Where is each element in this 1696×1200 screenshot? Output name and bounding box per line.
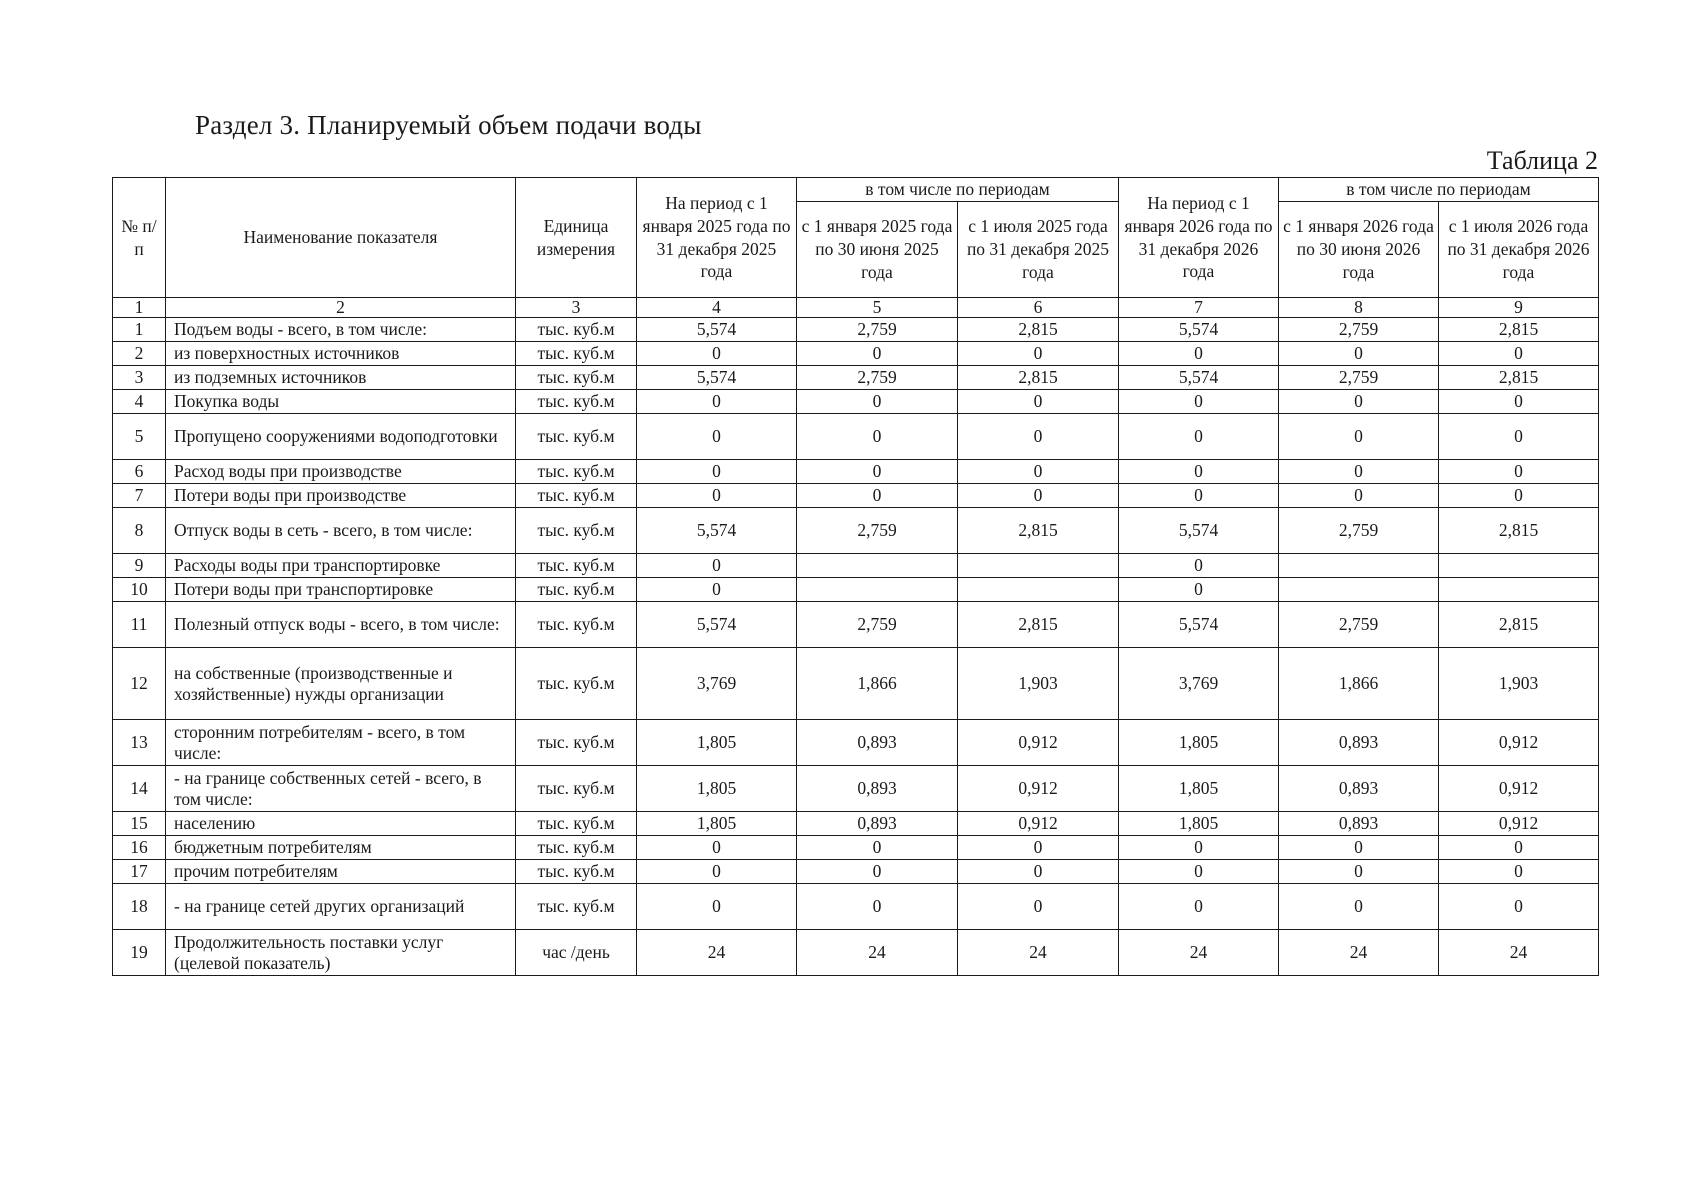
row-name: Отпуск воды в сеть - всего, в том числе: [166, 508, 516, 554]
row-number: 8 [113, 508, 166, 554]
row-value: 1,903 [958, 648, 1119, 720]
row-value: 0,912 [1439, 812, 1599, 836]
row-unit: тыс. куб.м [516, 812, 637, 836]
row-value: 5,574 [637, 318, 797, 342]
row-unit: тыс. куб.м [516, 720, 637, 766]
row-number: 14 [113, 766, 166, 812]
row-value: 1,805 [1119, 812, 1279, 836]
row-value: 2,759 [797, 366, 958, 390]
table-row [113, 812, 1599, 836]
row-value: 24 [1279, 930, 1439, 976]
row-number: 6 [113, 460, 166, 484]
row-value: 5,574 [637, 366, 797, 390]
row-name: - на границе сетей других организаций [166, 884, 516, 930]
header-h1-2025: с 1 января 2025 года по 30 июня 2025 года [797, 202, 958, 298]
row-name: Покупка воды [166, 390, 516, 414]
table-row [113, 578, 1599, 602]
row-value: 0 [637, 414, 797, 460]
table-row [113, 766, 1599, 812]
row-name: Полезный отпуск воды - всего, в том числе: [166, 602, 516, 648]
row-value: 0 [1279, 390, 1439, 414]
row-value: 0 [1119, 578, 1279, 602]
row-unit: тыс. куб.м [516, 318, 637, 342]
row-value: 0 [958, 390, 1119, 414]
header-name: Наименование показателя [166, 178, 516, 298]
row-value: 1,805 [637, 812, 797, 836]
row-number: 7 [113, 484, 166, 508]
row-value [1279, 578, 1439, 602]
row-value: 0,912 [1439, 766, 1599, 812]
row-number: 5 [113, 414, 166, 460]
row-name: - на границе собственных сетей - всего, в том числе: [166, 766, 516, 812]
row-value: 0 [797, 414, 958, 460]
row-number: 15 [113, 812, 166, 836]
row-value: 2,815 [1439, 602, 1599, 648]
row-unit: тыс. куб.м [516, 554, 637, 578]
row-value: 0,912 [958, 766, 1119, 812]
row-value: 0 [797, 484, 958, 508]
row-value: 0,912 [1439, 720, 1599, 766]
row-value: 0 [797, 884, 958, 930]
row-value: 0 [1439, 342, 1599, 366]
row-value: 0,893 [1279, 812, 1439, 836]
row-value: 0 [1439, 390, 1599, 414]
row-value: 2,815 [958, 602, 1119, 648]
row-value: 0 [1439, 484, 1599, 508]
col-number: 6 [958, 298, 1119, 318]
row-value [1439, 554, 1599, 578]
row-value: 2,815 [958, 508, 1119, 554]
table-row [113, 484, 1599, 508]
row-value: 0 [797, 342, 958, 366]
row-number: 19 [113, 930, 166, 976]
row-unit: тыс. куб.м [516, 414, 637, 460]
row-value: 2,815 [958, 366, 1119, 390]
table-row [113, 884, 1599, 930]
header-h2-2026: с 1 июля 2026 года по 31 декабря 2026 года [1439, 202, 1599, 298]
header-h2-2025: с 1 июля 2025 года по 31 декабря 2025 года [958, 202, 1119, 298]
col-number: 5 [797, 298, 958, 318]
water-supply-table [112, 177, 1599, 976]
row-value [958, 578, 1119, 602]
row-value [797, 578, 958, 602]
row-value: 0 [1119, 460, 1279, 484]
row-value: 0 [958, 460, 1119, 484]
header-h1-2026: с 1 января 2026 года по 30 июня 2026 года [1279, 202, 1439, 298]
table-row [113, 366, 1599, 390]
row-unit: тыс. куб.м [516, 836, 637, 860]
row-value: 0 [1119, 484, 1279, 508]
row-value [1439, 578, 1599, 602]
row-value: 0 [637, 836, 797, 860]
row-value: 24 [1119, 930, 1279, 976]
row-value: 2,759 [1279, 318, 1439, 342]
row-value: 0,893 [797, 766, 958, 812]
table-row [113, 414, 1599, 460]
row-name: Продолжительность поставки услуг (целевой показатель) [166, 930, 516, 976]
row-value: 0 [637, 860, 797, 884]
table-label: Таблица 2 [1486, 146, 1598, 175]
row-unit: тыс. куб.м [516, 484, 637, 508]
table-row [113, 508, 1599, 554]
row-value: 0 [1279, 860, 1439, 884]
row-value: 0 [797, 836, 958, 860]
row-value: 2,815 [1439, 366, 1599, 390]
row-unit: тыс. куб.м [516, 602, 637, 648]
col-number: 4 [637, 298, 797, 318]
table-row [113, 930, 1599, 976]
row-unit: тыс. куб.м [516, 766, 637, 812]
row-value: 0 [1119, 884, 1279, 930]
row-value: 0 [1119, 836, 1279, 860]
table-row [113, 554, 1599, 578]
row-unit: тыс. куб.м [516, 342, 637, 366]
row-name: населению [166, 812, 516, 836]
row-value: 0 [1439, 884, 1599, 930]
row-value: 0 [1439, 836, 1599, 860]
row-name: из подземных источников [166, 366, 516, 390]
row-value: 24 [637, 930, 797, 976]
row-value: 1,805 [1119, 720, 1279, 766]
row-value: 1,805 [637, 720, 797, 766]
row-value [797, 554, 958, 578]
row-value: 1,866 [1279, 648, 1439, 720]
row-number: 16 [113, 836, 166, 860]
row-value: 0 [1439, 860, 1599, 884]
row-name: Пропущено сооружениями водоподготовки [166, 414, 516, 460]
row-name: Потери воды при производстве [166, 484, 516, 508]
table-row [113, 460, 1599, 484]
row-value: 0 [1119, 342, 1279, 366]
row-value: 0 [637, 390, 797, 414]
row-name: на собственные (производственные и хозяйственные) нужды организации [166, 648, 516, 720]
col-number: 3 [516, 298, 637, 318]
row-value: 0 [1279, 836, 1439, 860]
header-period-2025: На период с 1 января 2025 года по 31 декабря 2025 года [637, 178, 797, 298]
table-row [113, 648, 1599, 720]
row-unit: тыс. куб.м [516, 578, 637, 602]
row-number: 10 [113, 578, 166, 602]
row-value: 5,574 [1119, 602, 1279, 648]
row-value: 0,893 [797, 812, 958, 836]
row-value: 0 [637, 342, 797, 366]
row-value: 5,574 [637, 602, 797, 648]
col-number: 8 [1279, 298, 1439, 318]
row-value: 0 [797, 860, 958, 884]
row-unit: тыс. куб.м [516, 884, 637, 930]
row-number: 12 [113, 648, 166, 720]
table-row [113, 318, 1599, 342]
row-name: Расходы воды при транспортировке [166, 554, 516, 578]
row-value: 5,574 [1119, 318, 1279, 342]
row-value: 2,759 [1279, 366, 1439, 390]
row-value: 0 [958, 484, 1119, 508]
col-number: 2 [166, 298, 516, 318]
row-value: 1,805 [637, 766, 797, 812]
row-value: 0 [637, 554, 797, 578]
row-value: 2,759 [797, 508, 958, 554]
row-value: 0 [1439, 414, 1599, 460]
col-number: 1 [113, 298, 166, 318]
row-value: 0,912 [958, 812, 1119, 836]
row-value: 1,866 [797, 648, 958, 720]
row-unit: тыс. куб.м [516, 390, 637, 414]
row-value: 1,805 [1119, 766, 1279, 812]
table-row [113, 342, 1599, 366]
row-number: 1 [113, 318, 166, 342]
row-value: 24 [958, 930, 1119, 976]
table-row [113, 836, 1599, 860]
row-value: 0 [637, 484, 797, 508]
row-value: 2,759 [1279, 508, 1439, 554]
column-numbers-row [113, 298, 1599, 318]
row-value: 0 [637, 460, 797, 484]
row-value [1279, 554, 1439, 578]
row-value: 0 [1119, 414, 1279, 460]
row-value: 2,759 [797, 318, 958, 342]
row-value: 5,574 [637, 508, 797, 554]
row-number: 18 [113, 884, 166, 930]
row-value: 2,759 [1279, 602, 1439, 648]
header-unit: Единица измерения [516, 178, 637, 298]
row-value: 0 [1439, 460, 1599, 484]
row-value: 3,769 [637, 648, 797, 720]
row-unit: тыс. куб.м [516, 860, 637, 884]
row-value: 0 [1279, 460, 1439, 484]
row-value: 2,815 [958, 318, 1119, 342]
row-value: 0 [1119, 390, 1279, 414]
row-value: 0 [797, 390, 958, 414]
row-unit: тыс. куб.м [516, 460, 637, 484]
row-value: 0 [958, 836, 1119, 860]
row-value: 2,815 [1439, 318, 1599, 342]
row-name: Потери воды при транспортировке [166, 578, 516, 602]
row-unit: час /день [516, 930, 637, 976]
row-value: 2,759 [797, 602, 958, 648]
row-name: Подъем воды - всего, в том числе: [166, 318, 516, 342]
row-unit: тыс. куб.м [516, 508, 637, 554]
row-number: 2 [113, 342, 166, 366]
row-number: 11 [113, 602, 166, 648]
row-name: прочим потребителям [166, 860, 516, 884]
row-unit: тыс. куб.м [516, 366, 637, 390]
row-number: 3 [113, 366, 166, 390]
row-value: 0 [1279, 342, 1439, 366]
row-value [958, 554, 1119, 578]
row-value: 0 [1279, 484, 1439, 508]
row-value: 5,574 [1119, 508, 1279, 554]
header-incl-2026: в том числе по периодам [1279, 178, 1599, 202]
row-value: 5,574 [1119, 366, 1279, 390]
row-number: 4 [113, 390, 166, 414]
row-value: 0 [797, 460, 958, 484]
row-number: 13 [113, 720, 166, 766]
row-value: 0 [958, 414, 1119, 460]
row-value: 0 [958, 860, 1119, 884]
row-value: 24 [797, 930, 958, 976]
row-value: 0 [1119, 554, 1279, 578]
row-value: 0,893 [1279, 766, 1439, 812]
table-row [113, 720, 1599, 766]
row-value: 1,903 [1439, 648, 1599, 720]
row-value: 0 [1279, 884, 1439, 930]
row-value: 0 [1119, 860, 1279, 884]
col-number: 9 [1439, 298, 1599, 318]
table-row [113, 602, 1599, 648]
row-name: сторонним потребителям - всего, в том числе: [166, 720, 516, 766]
row-value: 0 [958, 884, 1119, 930]
header-period-2026: На период с 1 января 2026 года по 31 декабря 2026 года [1119, 178, 1279, 298]
row-number: 17 [113, 860, 166, 884]
row-value: 0 [637, 884, 797, 930]
row-value: 0,893 [1279, 720, 1439, 766]
col-number: 7 [1119, 298, 1279, 318]
row-value: 2,815 [1439, 508, 1599, 554]
row-value: 24 [1439, 930, 1599, 976]
row-value: 0,893 [797, 720, 958, 766]
header-incl-2025: в том числе по периодам [797, 178, 1119, 202]
row-value: 0,912 [958, 720, 1119, 766]
table-row [113, 860, 1599, 884]
row-value: 3,769 [1119, 648, 1279, 720]
header-num: № п/п [113, 178, 166, 298]
table-row [113, 390, 1599, 414]
row-value: 0 [958, 342, 1119, 366]
row-value: 0 [1279, 414, 1439, 460]
row-name: из поверхностных источников [166, 342, 516, 366]
row-number: 9 [113, 554, 166, 578]
row-unit: тыс. куб.м [516, 648, 637, 720]
section-title: Раздел 3. Планируемый объем подачи воды [195, 110, 702, 140]
row-value: 0 [637, 578, 797, 602]
row-name: бюджетным потребителям [166, 836, 516, 860]
row-name: Расход воды при производстве [166, 460, 516, 484]
